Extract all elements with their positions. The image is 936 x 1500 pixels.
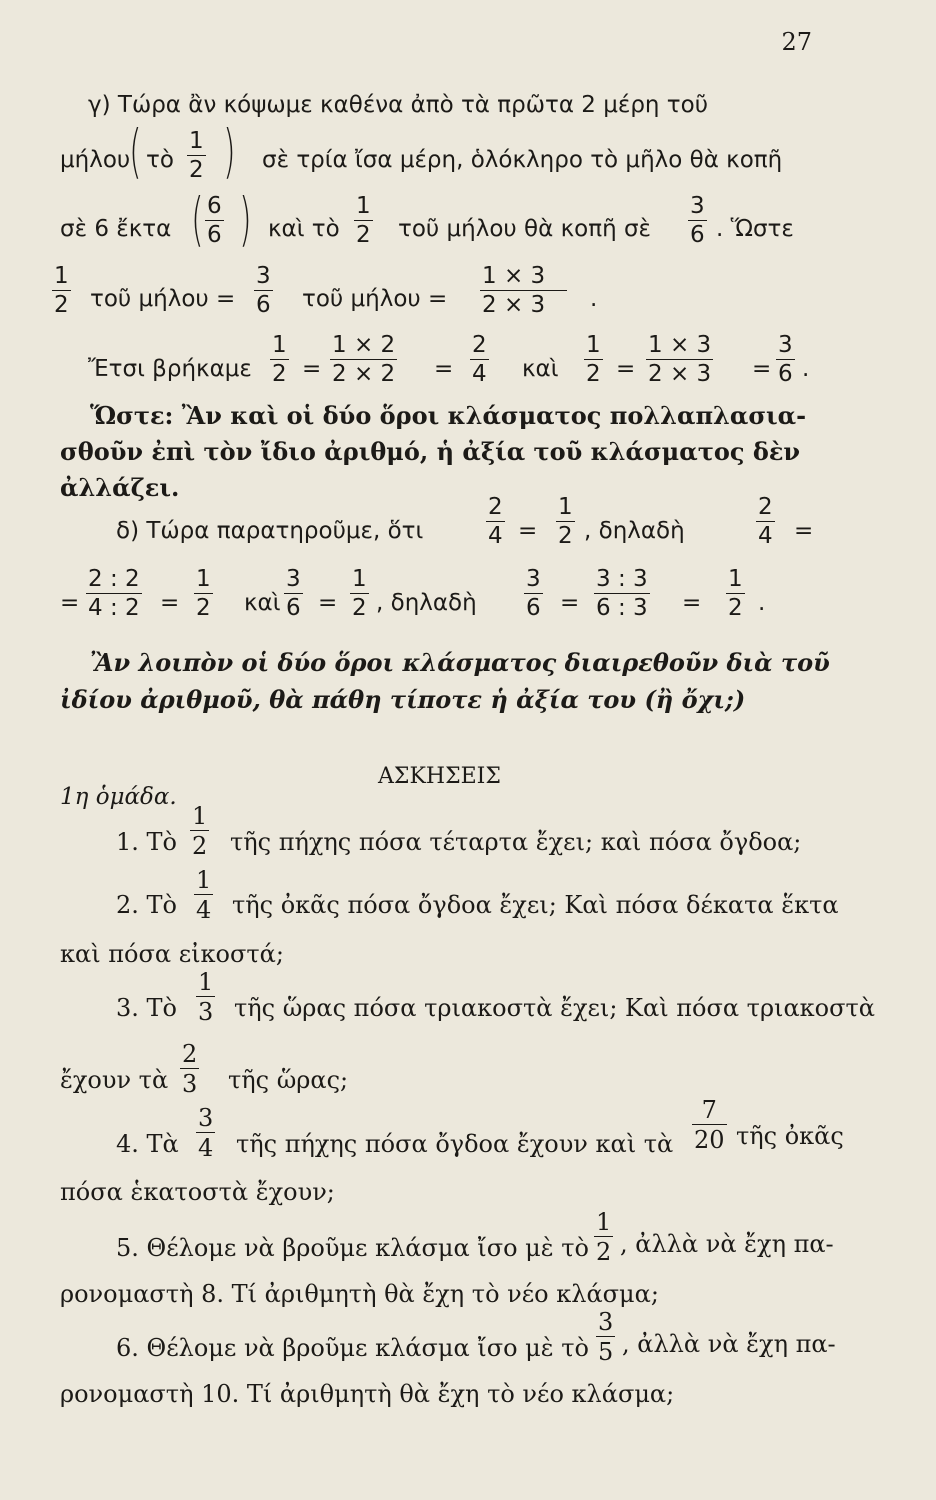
exercise-5-cont: ρονομαστὴ 8. Τί ἀριθμητὴ θὰ ἔχη τὸ νέο κλάσμα; bbox=[60, 1280, 659, 1308]
exercise-4-text: τῆς πήχης πόσα ὄγδοα ἔχουν καὶ τὰ bbox=[236, 1130, 674, 1158]
gamma-line-3-start: σὲ 6 ἔκτα bbox=[60, 216, 172, 242]
fraction-1-2: 1 2 bbox=[272, 332, 287, 387]
exercise-1-start: 1. Τὸ bbox=[116, 828, 177, 856]
equals-sign: = bbox=[560, 590, 580, 616]
fraction-1-2: 1 2 bbox=[558, 494, 573, 549]
exercise-3-start: 3. Τὸ bbox=[116, 994, 177, 1022]
exercise-group-label: 1η ὁμάδα. bbox=[60, 784, 177, 810]
fraction-1-2: 1 2 bbox=[352, 566, 367, 621]
fraction-1x3-2x3: 1 × 3 2 × 3 bbox=[648, 332, 712, 387]
exercise-5-text: , ἀλλὰ νὰ ἔχη πα- bbox=[620, 1230, 834, 1258]
exercise-6-cont: ρονομαστὴ 10. Τί ἀριθμητὴ θὰ ἔχη τὸ νέο κλάσμα; bbox=[60, 1380, 675, 1408]
fraction-1x3-2x3: 1 × 3 2 × 3 bbox=[480, 265, 547, 317]
fraction-1-2: 1 2 bbox=[196, 566, 211, 621]
equals-sign: = bbox=[518, 518, 538, 544]
fraction-3c3-6c3: 3 : 3 6 : 3 bbox=[596, 566, 648, 621]
exercise-6-start: 6. Θέλομε νὰ βροῦμε κλάσμα ἴσο μὲ τὸ bbox=[116, 1334, 590, 1362]
fraction-2-4: 2 4 bbox=[488, 494, 503, 549]
fraction-3-6: 3 6 bbox=[690, 193, 705, 248]
exercise-3-end: τῆς ὥρας; bbox=[228, 1066, 349, 1094]
exercise-2-cont: καὶ πόσα εἰκοστά; bbox=[60, 940, 284, 968]
fraction-3-6: 3 6 bbox=[778, 332, 793, 387]
gamma-line-1: γ) Τώρα ἂν κόψωμε καθένα ἀπὸ τὰ πρῶτα 2 μέρη τοῦ bbox=[88, 92, 709, 118]
gamma-line-4-end: . bbox=[590, 286, 598, 312]
left-paren: ( bbox=[129, 117, 142, 185]
fraction-2-3: 2 3 bbox=[182, 1040, 198, 1098]
fraction-6-6: 6 6 bbox=[207, 193, 222, 248]
delta-line-2-end: . bbox=[758, 590, 766, 616]
equals-sign: = bbox=[794, 518, 814, 544]
exercise-4-start: 4. Τὰ bbox=[116, 1130, 179, 1158]
question-line-2: ἰδίου ἀριθμοῦ, θὰ πάθη τίποτε ἡ ἀξία του (ἢ ὄχι;) bbox=[60, 685, 746, 714]
gamma-line-2-start: μήλου bbox=[60, 147, 131, 173]
fraction-1-2: 1 2 bbox=[596, 1208, 612, 1266]
question-line-1: Ἂν λοιπὸν οἱ δύο ὅροι κλάσματος διαιρεθοῦν διὰ τοῦ bbox=[90, 648, 830, 677]
exercise-3-text: τῆς ὥρας πόσα τριακοστὰ ἔχει; Καὶ πόσα τριακοστὰ bbox=[234, 994, 875, 1022]
equals-sign: = bbox=[682, 590, 702, 616]
fraction-1-2: 1 2 bbox=[192, 802, 208, 860]
fraction-3-5: 3 5 bbox=[598, 1308, 614, 1366]
exercise-1-text: τῆς πήχης πόσα τέταρτα ἔχει; καὶ πόσα ὄγδοα; bbox=[230, 828, 802, 856]
gamma-line-5-and: καὶ bbox=[522, 356, 559, 382]
right-paren: ) bbox=[223, 117, 236, 185]
fraction-1-3: 1 3 bbox=[198, 968, 214, 1026]
gamma-line-3-mid: τοῦ μήλου θὰ κοπῆ σὲ bbox=[398, 216, 651, 242]
equals-sign: = bbox=[302, 356, 322, 382]
fraction-3-6: 3 6 bbox=[526, 566, 541, 621]
fraction-1-2: 1 2 bbox=[586, 332, 601, 387]
delta-line-1-so: , δηλαδὴ bbox=[584, 518, 685, 544]
fraction-7-20: 7 20 bbox=[694, 1096, 725, 1154]
left-paren: ( bbox=[191, 185, 204, 253]
exercise-5-start: 5. Θέλομε νὰ βροῦμε κλάσμα ἴσο μὲ τὸ bbox=[116, 1234, 590, 1262]
equals-sign: = bbox=[60, 590, 80, 616]
gamma-line-2-end: σὲ τρία ἴσα μέρη, ὁλόκληρο τὸ μῆλο θὰ κοπῆ bbox=[262, 147, 783, 173]
fraction-1-2: 1 2 bbox=[54, 263, 69, 318]
fraction-2-4: 2 4 bbox=[472, 332, 487, 387]
fraction-3-4: 3 4 bbox=[198, 1104, 214, 1162]
fraction-3-6: 3 6 bbox=[256, 263, 271, 318]
equals-sign: = bbox=[318, 590, 338, 616]
exercise-6-text: , ἀλλὰ νὰ ἔχη πα- bbox=[622, 1330, 836, 1358]
equals-sign: = bbox=[752, 356, 772, 382]
fraction-1x2-2x2: 1 × 2 2 × 2 bbox=[332, 332, 396, 387]
gamma-line-3-end: . Ὥστε bbox=[716, 216, 794, 242]
fraction-1-4: 1 4 bbox=[196, 866, 212, 924]
equals-sign: = bbox=[160, 590, 180, 616]
equals-sign: = bbox=[616, 356, 636, 382]
fraction-3-6: 3 6 bbox=[286, 566, 301, 621]
right-paren: ) bbox=[239, 185, 252, 253]
exercise-4-cont: πόσα ἑκατοστὰ ἔχουν; bbox=[60, 1178, 335, 1206]
equals-sign: = bbox=[434, 356, 454, 382]
gamma-line-5-start: Ἔτσι βρήκαμε bbox=[88, 356, 252, 382]
fraction-1-2: 1 2 bbox=[728, 566, 743, 621]
rule-line-1: Ὥστε: Ἂν καὶ οἱ δύο ὅροι κλάσματος πολλαπλασια- bbox=[90, 401, 807, 430]
fraction-1-2: 1 2 bbox=[189, 128, 204, 183]
exercise-3-cont: ἔχουν τὰ bbox=[60, 1066, 169, 1094]
fraction-2-4: 2 4 bbox=[758, 494, 773, 549]
exercise-2-text: τῆς ὀκᾶς πόσα ὄγδοα ἔχει; Καὶ πόσα δέκατα ἕκτα bbox=[232, 891, 839, 919]
delta-line-1-start: δ) Τώρα παρατηροῦμε, ὅτι bbox=[116, 518, 424, 544]
exercise-4-end: τῆς ὀκᾶς bbox=[736, 1122, 844, 1150]
gamma-line-4-a: τοῦ μήλου = bbox=[90, 286, 236, 312]
rule-line-2: σθοῦν ἐπὶ τὸν ἴδιο ἀριθμό, ἡ ἀξία τοῦ κλάσματος δὲν bbox=[60, 437, 801, 466]
gamma-line-3-and: καὶ τὸ bbox=[268, 216, 340, 242]
fraction-1-2: 1 2 bbox=[356, 193, 371, 248]
page-number: 27 bbox=[781, 28, 812, 56]
exercise-2-start: 2. Τὸ bbox=[116, 891, 177, 919]
gamma-line-4-b: τοῦ μήλου = bbox=[302, 286, 448, 312]
gamma-line-2-the: τὸ bbox=[146, 147, 174, 173]
delta-line-2-and: καὶ bbox=[244, 590, 281, 616]
delta-line-2-so: , δηλαδὴ bbox=[376, 590, 477, 616]
fraction-2c2-4c2: 2 : 2 4 : 2 bbox=[88, 566, 140, 621]
exercises-heading: ΑΣΚΗΣΕΙΣ bbox=[378, 764, 501, 789]
rule-line-3: ἀλλάζει. bbox=[60, 473, 180, 502]
gamma-line-5-end: . bbox=[802, 356, 810, 382]
